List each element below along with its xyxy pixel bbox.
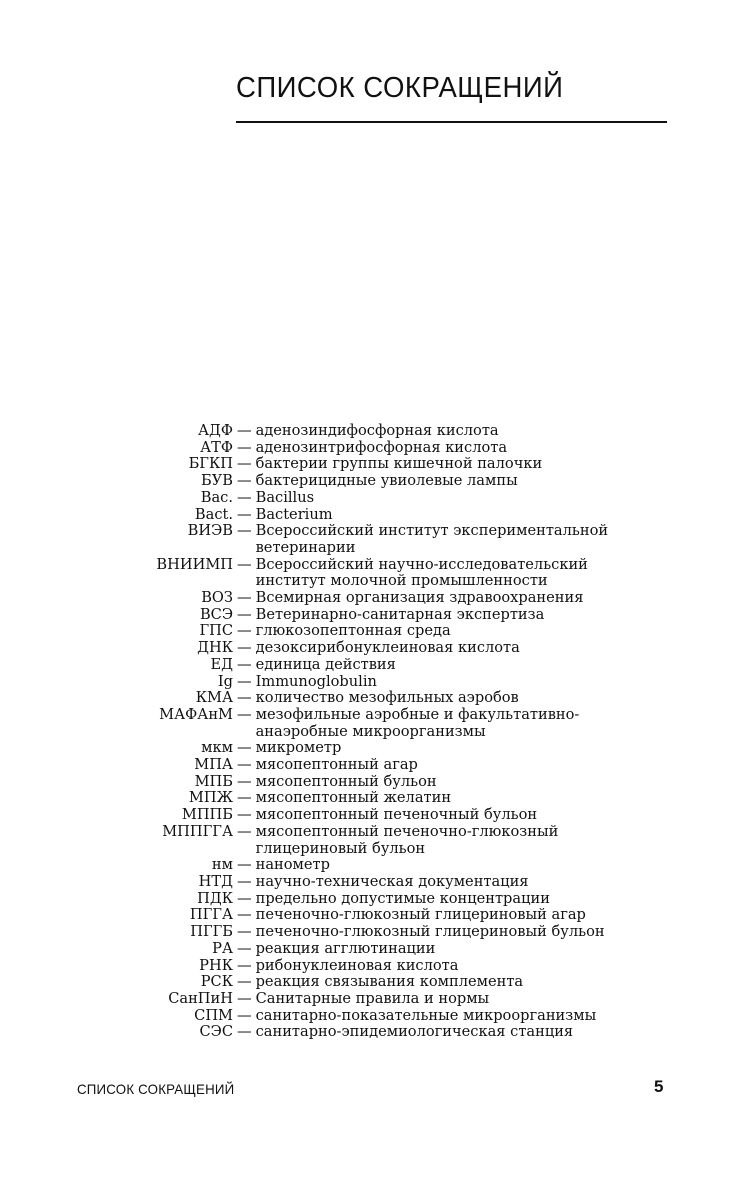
- abbreviation-row: [0, 707, 755, 740]
- abbreviation-term: АТФ: [200, 438, 233, 456]
- abbreviation-dash: —: [237, 488, 252, 506]
- abbreviation-row: [0, 774, 755, 791]
- abbreviation-row: [0, 423, 755, 440]
- abbreviation-term: ПГГА: [189, 906, 233, 924]
- abbreviation-term: ВСЭ: [199, 605, 233, 623]
- abbreviation-dash: —: [237, 756, 252, 774]
- definition-line: Санитарные правила и нормы: [255, 989, 490, 1007]
- abbreviation-definition: [256, 423, 641, 440]
- abbreviation-definition: [256, 690, 641, 707]
- abbreviation-row: [0, 490, 755, 507]
- abbreviation-definition: [256, 941, 641, 958]
- abbreviation-dash: —: [237, 689, 252, 707]
- abbreviation-row: [0, 924, 755, 941]
- abbreviation-dash: —: [237, 655, 252, 673]
- title-underline: [236, 121, 667, 123]
- abbreviation-term: НТД: [198, 872, 233, 890]
- abbreviation-definition: [256, 974, 641, 991]
- abbreviation-row: [0, 657, 755, 674]
- abbreviation-term: РНК: [199, 956, 233, 974]
- abbreviation-definition: [256, 924, 641, 941]
- abbreviation-row: [0, 958, 755, 975]
- definition-line: мясопептонный желатин: [255, 789, 452, 807]
- abbreviation-definition: [256, 557, 641, 590]
- abbreviation-term: ВИЭВ: [187, 522, 233, 540]
- abbreviation-term: нм: [211, 856, 233, 874]
- abbreviation-dash: —: [237, 438, 252, 456]
- abbreviation-definition: [256, 807, 641, 824]
- definition-line: глюкозопептонная среда: [255, 622, 451, 640]
- definition-line: ветеринарии: [255, 538, 356, 556]
- abbreviation-term: РСК: [200, 973, 233, 991]
- abbreviation-dash: —: [237, 806, 252, 824]
- definition-line: мезофильные аэробные и факультативно-: [255, 705, 580, 723]
- abbreviation-row: [0, 507, 755, 524]
- abbreviation-row: [0, 807, 755, 824]
- abbreviation-dash: —: [237, 872, 252, 890]
- abbreviation-definition: [256, 991, 641, 1008]
- abbreviation-term: ВОЗ: [201, 589, 233, 607]
- abbreviation-definition: [256, 490, 641, 507]
- abbreviation-dash: —: [237, 422, 252, 439]
- abbreviation-definition: [256, 874, 641, 891]
- abbreviation-term: ГПС: [199, 622, 233, 640]
- abbreviation-definition: [256, 1008, 641, 1025]
- abbreviation-row: [0, 740, 755, 757]
- abbreviation-term: БУВ: [201, 472, 233, 490]
- definition-line: Bacterium: [255, 505, 333, 523]
- abbreviation-row: [0, 590, 755, 607]
- abbreviation-definition: [256, 740, 641, 757]
- abbreviation-definition: [256, 456, 641, 473]
- abbreviation-definition: [256, 473, 641, 490]
- definition-line: печеночно-глюкозный глицериновый агар: [255, 906, 586, 924]
- abbreviation-dash: —: [237, 622, 252, 640]
- abbreviation-dash: —: [237, 705, 252, 723]
- definition-line: мясопептонный печеночно-глюкозный: [255, 822, 559, 840]
- abbreviation-definition: [256, 790, 641, 807]
- definition-line: Immunoglobulin: [255, 672, 377, 690]
- abbreviation-definition: [256, 757, 641, 774]
- definition-line: Всероссийский институт экспериментальной: [255, 522, 609, 540]
- definition-line: аденозинтрифосфорная кислота: [255, 438, 508, 456]
- abbreviation-dash: —: [237, 906, 252, 924]
- abbreviation-dash: —: [237, 889, 252, 907]
- abbreviation-dash: —: [237, 772, 252, 790]
- definition-line: рибонуклеиновая кислота: [255, 956, 459, 974]
- abbreviation-term: МАФАнМ: [159, 705, 233, 723]
- abbreviation-row: [0, 473, 755, 490]
- abbreviation-row: [0, 557, 755, 590]
- definition-line: реакция агглютинации: [255, 939, 436, 957]
- abbreviation-term: Bact.: [194, 505, 233, 523]
- page-number: 5: [654, 1077, 664, 1096]
- abbreviation-row: [0, 440, 755, 457]
- abbreviation-dash: —: [237, 789, 252, 807]
- abbreviation-row: [0, 857, 755, 874]
- abbreviation-dash: —: [237, 822, 252, 840]
- abbreviation-term: СанПиН: [168, 989, 233, 1007]
- definition-line: санитарно-эпидемиологическая станция: [255, 1023, 574, 1041]
- abbreviation-term: мкм: [201, 739, 233, 757]
- abbreviation-row: [0, 456, 755, 473]
- definition-line: научно-техническая документация: [255, 872, 529, 890]
- abbreviation-term: Bac.: [200, 488, 233, 506]
- abbreviation-dash: —: [237, 589, 252, 607]
- definition-line: санитарно-показательные микроорганизмы: [255, 1006, 597, 1024]
- abbreviation-row: [0, 874, 755, 891]
- definition-line: Всемирная организация здравоохранения: [255, 589, 584, 607]
- abbreviation-definition: [256, 707, 641, 740]
- abbreviation-definition: [256, 907, 641, 924]
- abbreviation-definition: [256, 607, 641, 624]
- definition-line: Ветеринарно-санитарная экспертиза: [255, 605, 545, 623]
- abbreviation-term: МПЖ: [188, 789, 233, 807]
- definition-line: единица действия: [255, 655, 396, 673]
- abbreviation-row: [0, 974, 755, 991]
- abbreviation-term: РА: [212, 939, 233, 957]
- abbreviation-row: [0, 690, 755, 707]
- abbreviation-row: [0, 640, 755, 657]
- definition-line: предельно допустимые концентрации: [255, 889, 550, 907]
- abbreviation-dash: —: [237, 739, 252, 757]
- abbreviation-definition: [256, 674, 641, 691]
- abbreviation-dash: —: [237, 1006, 252, 1024]
- abbreviation-row: [0, 790, 755, 807]
- abbreviation-definition: [256, 958, 641, 975]
- definition-line: Bacillus: [255, 488, 315, 506]
- definition-line: количество мезофильных аэробов: [255, 689, 519, 707]
- abbreviation-dash: —: [237, 472, 252, 490]
- page-title: СПИСОК СОКРАЩЕНИЙ: [236, 72, 564, 104]
- abbreviation-definition: [256, 774, 641, 791]
- abbreviation-dash: —: [237, 522, 252, 540]
- definition-line: нанометр: [255, 856, 330, 874]
- abbreviation-list: [0, 423, 755, 1041]
- abbreviation-definition: [256, 857, 641, 874]
- abbreviation-dash: —: [237, 989, 252, 1007]
- abbreviation-row: [0, 607, 755, 624]
- abbreviation-dash: —: [237, 939, 252, 957]
- abbreviation-row: [0, 991, 755, 1008]
- abbreviation-dash: —: [237, 639, 252, 657]
- definition-line: Всероссийский научно-исследовательский: [255, 555, 588, 573]
- definition-line: анаэробные микроорганизмы: [255, 722, 486, 740]
- abbreviation-term: СПМ: [194, 1006, 233, 1024]
- abbreviation-definition: [256, 657, 641, 674]
- definition-line: бактерии группы кишечной палочки: [255, 455, 543, 473]
- abbreviation-definition: [256, 640, 641, 657]
- definition-line: аденозиндифосфорная кислота: [255, 422, 499, 439]
- abbreviation-term: МПБ: [194, 772, 233, 790]
- definition-line: микрометр: [255, 739, 342, 757]
- abbreviation-dash: —: [237, 505, 252, 523]
- abbreviation-definition: [256, 891, 641, 908]
- running-footer-section: СПИСОК СОКРАЩЕНИЙ: [77, 1081, 235, 1097]
- abbreviation-row: [0, 1008, 755, 1025]
- abbreviation-term: ПДК: [197, 889, 233, 907]
- abbreviation-term: ВНИИМП: [156, 555, 233, 573]
- abbreviation-row: [0, 824, 755, 857]
- definition-line: реакция связывания комплемента: [255, 973, 524, 991]
- definition-line: мясопептонный печеночный бульон: [255, 806, 538, 824]
- abbreviation-term: АДФ: [197, 422, 233, 439]
- abbreviation-term: КМА: [195, 689, 233, 707]
- definition-line: бактерицидные увиолевые лампы: [255, 472, 518, 490]
- abbreviation-row: [0, 523, 755, 556]
- abbreviation-term: МППГГА: [162, 822, 233, 840]
- abbreviation-dash: —: [237, 1023, 252, 1041]
- abbreviation-dash: —: [237, 672, 252, 690]
- definition-line: глицериновый бульон: [255, 839, 426, 857]
- abbreviation-dash: —: [237, 605, 252, 623]
- abbreviation-dash: —: [237, 856, 252, 874]
- abbreviation-row: [0, 623, 755, 640]
- abbreviation-definition: [256, 824, 641, 857]
- abbreviation-definition: [256, 1024, 641, 1041]
- definition-line: мясопептонный бульон: [255, 772, 437, 790]
- abbreviation-term: МПА: [194, 756, 233, 774]
- abbreviation-definition: [256, 440, 641, 457]
- abbreviation-definition: [256, 623, 641, 640]
- abbreviation-term: МППБ: [181, 806, 233, 824]
- abbreviation-row: [0, 757, 755, 774]
- definition-line: дезоксирибонуклеиновая кислота: [255, 639, 520, 657]
- abbreviation-dash: —: [237, 455, 252, 473]
- definition-line: мясопептонный агар: [255, 756, 418, 774]
- abbreviation-term: Ig: [217, 672, 233, 690]
- abbreviation-term: ДНК: [197, 639, 233, 657]
- abbreviation-row: [0, 674, 755, 691]
- abbreviation-term: СЭС: [199, 1023, 233, 1041]
- abbreviation-term: ЕД: [210, 655, 233, 673]
- abbreviation-definition: [256, 590, 641, 607]
- abbreviation-dash: —: [237, 956, 252, 974]
- abbreviation-definition: [256, 523, 641, 556]
- abbreviation-row: [0, 891, 755, 908]
- abbreviation-row: [0, 907, 755, 924]
- abbreviation-dash: —: [237, 973, 252, 991]
- definition-line: печеночно-глюкозный глицериновый бульон: [255, 923, 605, 941]
- definition-line: институт молочной промышленности: [255, 572, 548, 590]
- abbreviation-term: ПГГБ: [190, 923, 233, 941]
- abbreviation-row: [0, 941, 755, 958]
- abbreviation-definition: [256, 507, 641, 524]
- abbreviation-dash: —: [237, 923, 252, 941]
- abbreviation-row: [0, 1024, 755, 1041]
- abbreviation-term: БГКП: [188, 455, 233, 473]
- abbreviation-dash: —: [237, 555, 252, 573]
